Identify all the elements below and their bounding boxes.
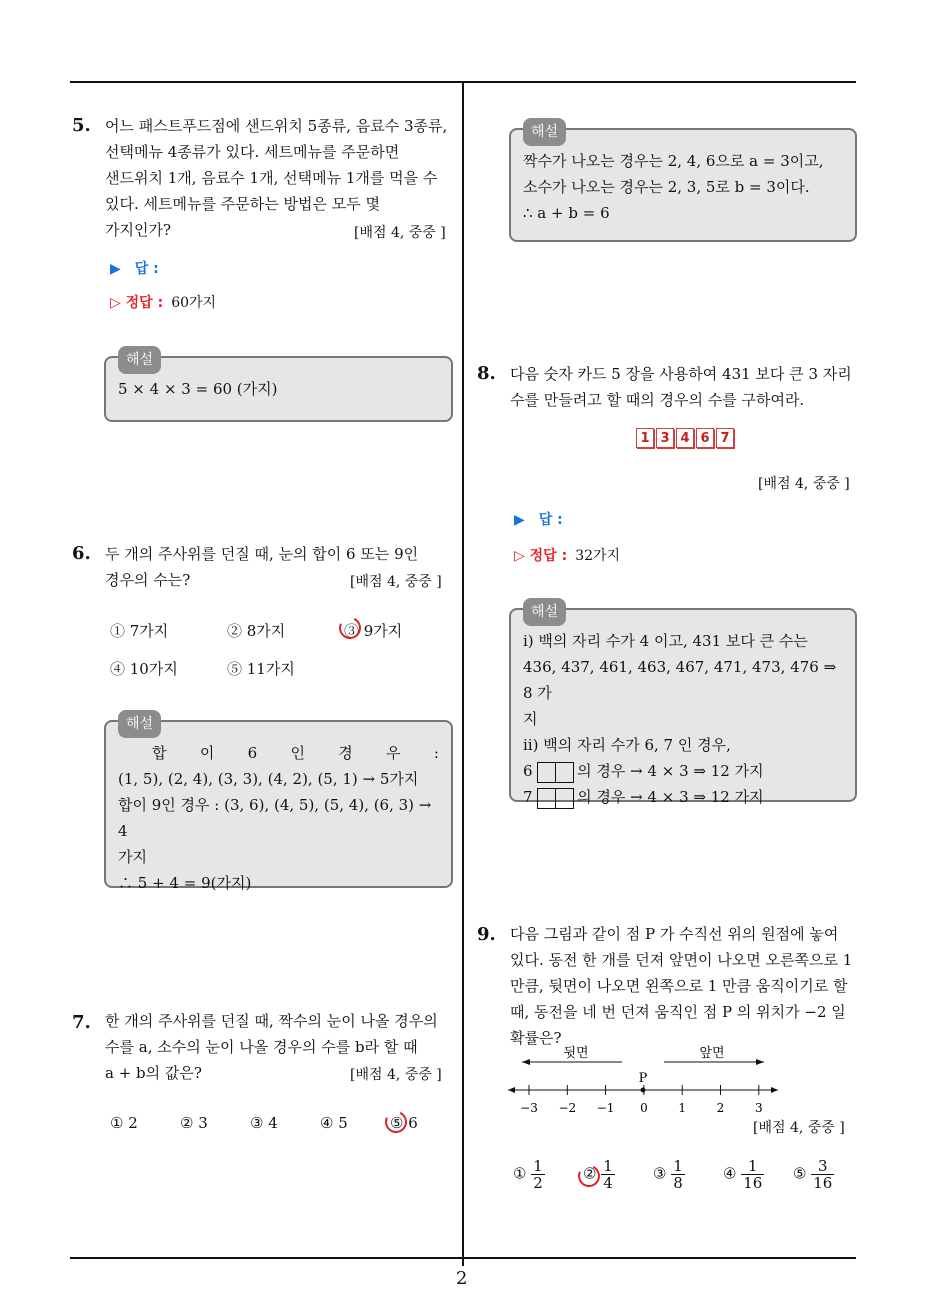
explanation-tab: 해설	[523, 118, 566, 146]
explanation-line: (1, 5), (2, 4), (3, 3), (4, 2), (5, 1) → 5가지	[118, 770, 419, 788]
spread-word: 우	[386, 744, 401, 762]
choice-5-label: ⑤ 6	[390, 1114, 418, 1132]
row-tail: 의 경우 → 4 × 3 ⇒ 12 가지	[577, 762, 764, 780]
spread-word: 경	[338, 744, 353, 762]
column-divider	[462, 81, 464, 1266]
number-card: 4	[676, 428, 694, 448]
number-card: 3	[656, 428, 674, 448]
explanation-line: 지	[523, 710, 538, 728]
q9-line: 만큼, 뒷면이 나오면 왼쪽으로 1 만큼 움직이기로 할	[510, 977, 848, 995]
number-card: 1	[636, 428, 654, 448]
choice-2[interactable]	[583, 1158, 615, 1191]
page-number: 2	[456, 1268, 468, 1289]
blank-box	[555, 762, 574, 783]
spread-word: :	[433, 744, 439, 762]
choice-mark: ③	[653, 1164, 667, 1183]
q8-line: 다음 숫자 카드 5 장을 사용하여 431 보다 큰 3 자리	[510, 365, 852, 383]
axis-left-arrowhead	[508, 1087, 515, 1093]
q7-meta: [배점 4, 중중 ]	[350, 1067, 442, 1083]
choice-4[interactable]: ④ 10가지	[110, 660, 178, 678]
axis-tick-label: 1	[678, 1101, 687, 1115]
q6-number: 6.	[72, 543, 91, 564]
explanation-line: 5 × 4 × 3 = 60 (가지)	[118, 380, 278, 398]
choice-3-label: ③ 9가지	[344, 622, 403, 640]
row-lead: 7	[523, 788, 533, 806]
explanation-line: 짝수가 나오는 경우는 2, 4, 6으로 a = 3이고,	[523, 152, 824, 170]
correct-value: 32가지	[575, 548, 621, 564]
q7-number: 7.	[72, 1012, 91, 1033]
explanation-blank-row	[523, 784, 843, 810]
q9-choices	[513, 1158, 853, 1200]
explanation-tab: 해설	[118, 346, 161, 374]
choice-3[interactable]	[344, 620, 402, 641]
choice-5[interactable]: ⑤ 11가지	[227, 660, 295, 678]
right-arrowhead	[756, 1059, 764, 1065]
q7-line: a + b의 값은?	[105, 1064, 202, 1082]
q9-question	[510, 921, 860, 1051]
q6-meta: [배점 4, 중중 ]	[350, 574, 442, 590]
explanation-line: ⅱ) 백의 자리 수가 6, 7 인 경우,	[523, 736, 731, 754]
fraction: $\frac{3}{16}$	[813, 1157, 833, 1192]
q6-choices	[110, 620, 450, 680]
q5-number: 5.	[72, 115, 91, 136]
choice-3[interactable]	[653, 1158, 685, 1191]
choice-3[interactable]: ③ 4	[250, 1114, 278, 1132]
point-p-dot	[641, 1088, 646, 1093]
q8-number: 8.	[477, 363, 496, 384]
correct-label-text: 정답 :	[125, 295, 164, 311]
q8-correct-answer	[514, 545, 620, 565]
choice-5[interactable]	[793, 1158, 834, 1191]
q8-meta: [배점 4, 중중 ]	[758, 476, 850, 492]
explanation-spread-line	[118, 740, 439, 766]
q8-explanation-box	[509, 604, 857, 806]
bottom-rule	[70, 1257, 856, 1259]
q5-line: 선택메뉴 4종류가 있다. 세트메뉴를 주문하면	[105, 143, 400, 161]
choice-5[interactable]	[390, 1114, 418, 1132]
axis-tick-label: −1	[596, 1101, 615, 1115]
blank-box	[555, 788, 574, 809]
explanation-line: ∴ a + b = 6	[523, 204, 610, 222]
explanation-line: 합이 9인 경우 : (3, 6), (4, 5), (5, 4), (6, 3) → 4	[118, 796, 432, 840]
q5-line: 가지인가?	[105, 221, 172, 239]
axis-right-arrowhead	[771, 1087, 778, 1093]
choice-mark: ①	[513, 1164, 527, 1183]
correct-value: 60가지	[171, 295, 217, 311]
q6-explanation-box	[104, 716, 453, 892]
answer-label-text: 답 :	[134, 261, 159, 277]
axis-tick-label: 3	[754, 1101, 763, 1115]
q5-line: 샌드위치 1개, 음료수 1개, 선택메뉴 1개를 먹을 수	[105, 169, 438, 187]
q9-line: 확률은?	[510, 1029, 562, 1047]
axis-tick-label: 0	[640, 1101, 648, 1115]
heads-label: 앞면	[699, 1046, 725, 1061]
correct-label-text: 정답 :	[529, 548, 568, 564]
outline-triangle-icon: ▷	[110, 295, 121, 311]
choice-mark: ④	[723, 1164, 737, 1183]
number-cards	[636, 428, 734, 448]
explanation-blank-row	[523, 758, 843, 784]
choice-2[interactable]: ② 3	[180, 1114, 208, 1132]
number-line-figure	[500, 1040, 800, 1120]
explanation-tab: 해설	[523, 598, 566, 626]
fraction: $\frac{1}{8}$	[673, 1157, 683, 1192]
choice-4[interactable]	[723, 1158, 764, 1191]
choice-mark: ⑤	[793, 1164, 807, 1183]
q8-answer-label	[514, 509, 563, 529]
play-icon: ▶	[110, 261, 121, 277]
spread-word: 6	[247, 744, 258, 762]
q5-line: 있다. 세트메뉴를 주문하는 방법은 모두 몇	[105, 195, 380, 213]
explanation-line: 가지	[118, 848, 147, 866]
q9-line: 있다. 동전 한 개를 던져 앞면이 나오면 오른쪽으로 1	[510, 951, 853, 969]
axis-tick-label: 2	[716, 1101, 725, 1115]
spread-word: 이	[199, 744, 215, 762]
q7-explanation-box	[509, 124, 857, 242]
outline-triangle-icon: ▷	[514, 548, 525, 564]
choice-4[interactable]: ④ 5	[320, 1114, 348, 1132]
fraction: $\frac{1}{2}$	[533, 1157, 543, 1192]
choice-1[interactable]	[513, 1158, 545, 1191]
q8-line: 수를 만들려고 할 때의 경우의 수를 구하여라.	[510, 391, 805, 409]
q9-line: 다음 그림과 같이 점 P 가 수직선 위의 원점에 놓여	[510, 925, 839, 943]
q7-line: 수를 a, 소수의 눈이 나올 경우의 수를 b라 할 때	[105, 1038, 418, 1056]
explanation-line: ⅰ) 백의 자리 수가 4 이고, 431 보다 큰 수는	[523, 632, 808, 650]
fraction: $\frac{1}{4}$	[603, 1157, 613, 1192]
row-lead: 6	[523, 762, 533, 780]
play-icon: ▶	[514, 512, 525, 528]
marked-answer-circle	[575, 1162, 603, 1190]
number-card: 6	[696, 428, 714, 448]
tails-label: 뒷면	[563, 1046, 589, 1061]
left-arrowhead	[522, 1059, 530, 1065]
q6-line: 두 개의 주사위를 던질 때, 눈의 합이 6 또는 9인	[105, 545, 419, 563]
row-tail: 의 경우 → 4 × 3 ⇒ 12 가지	[577, 788, 764, 806]
choice-mark: ②	[583, 1164, 597, 1183]
point-p-label: P	[638, 1071, 648, 1086]
q6-line: 경우의 수는?	[105, 571, 191, 589]
fraction: $\frac{1}{16}$	[743, 1157, 763, 1192]
choice-1[interactable]: ① 7가지	[110, 622, 169, 640]
blank-box	[537, 788, 556, 809]
q5-line: 어느 패스트푸드점에 샌드위치 5종류, 음료수 3종류,	[105, 117, 448, 135]
q5-answer-label	[110, 258, 159, 278]
explanation-line: ∴ 5 + 4 = 9(가지)	[118, 874, 252, 892]
blank-box	[537, 762, 556, 783]
spread-word: 합	[152, 744, 167, 762]
explanation-line: 436, 437, 461, 463, 467, 471, 473, 476 ⇒ 8 가	[523, 658, 837, 702]
q5-meta: [배점 4, 중중 ]	[354, 225, 446, 241]
explanation-line: 소수가 나오는 경우는 2, 3, 5로 b = 3이다.	[523, 178, 810, 196]
choice-2[interactable]: ② 8가지	[227, 622, 286, 640]
q9-meta: [배점 4, 중중 ]	[753, 1120, 845, 1136]
q7-line: 한 개의 주사위를 던질 때, 짝수의 눈이 나올 경우의	[105, 1012, 438, 1030]
q7-choices	[110, 1114, 450, 1138]
number-card: 7	[716, 428, 734, 448]
axis-tick-label: −2	[558, 1101, 577, 1115]
explanation-tab: 해설	[118, 710, 161, 738]
q9-number: 9.	[477, 924, 496, 945]
q8-question	[510, 361, 860, 413]
q9-line: 때, 동전을 네 번 던져 움직인 점 P 의 위치가 −2 일	[510, 1003, 846, 1021]
choice-1[interactable]: ① 2	[110, 1114, 138, 1132]
spread-word: 인	[290, 744, 305, 762]
answer-label-text: 답 :	[538, 512, 563, 528]
axis-tick-label: −3	[520, 1101, 538, 1115]
q5-correct-answer	[110, 292, 216, 312]
q5-explanation-box	[104, 352, 453, 422]
